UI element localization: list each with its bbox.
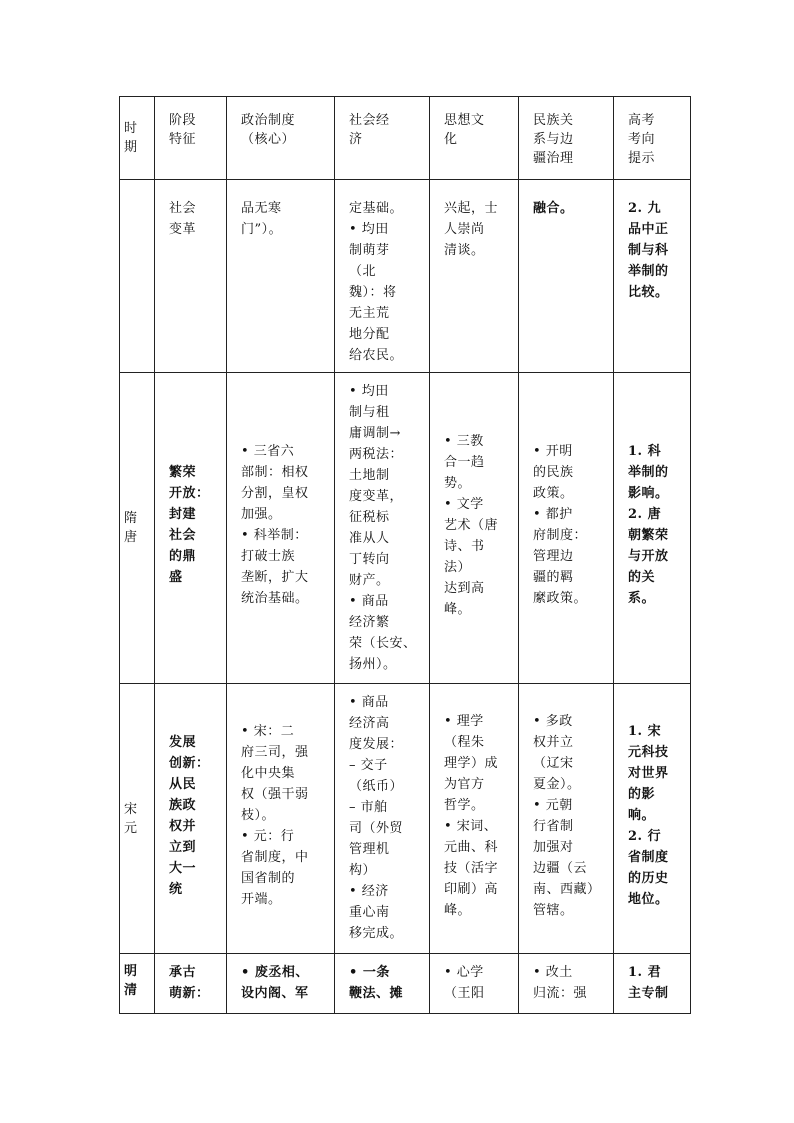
header-cell-period: 时 期 [120, 97, 155, 180]
header-cell-ethnic: 民族关 系与边 疆治理 [519, 97, 614, 180]
cell-politics: • 废丞相、 设内阁、军 [227, 954, 335, 1014]
cell-exam: 1. 君 主专制 [614, 954, 691, 1014]
cell-period: 隋 唐 [120, 373, 155, 684]
cell-culture: • 心学 （王阳 [430, 954, 519, 1014]
cell-ethnic: • 开明 的民族 政策。 • 都护 府制度： 管理边 疆的羁 縻政策。 [519, 373, 614, 684]
cell-exam: 1. 宋 元科技 对世界 的影响。 2. 行 省制度 的历史 地位。 [614, 684, 691, 954]
cell-stage: 社会 变革 [155, 180, 227, 373]
cell-economy: • 均田 制与租 庸调制→ 两税法： 土地制 度变革， 征税标 准从人 丁转向 财产。 • 商品 经济繁 荣（长安、 扬州）。 [335, 373, 430, 684]
table-row [120, 180, 691, 373]
cell-economy: • 一条 鞭法、摊 [335, 954, 430, 1014]
cell-economy: • 商品 经济高 度发展： – 交子 （纸币） – 市舶 司（外贸 管理机 构） • 经济 重心南 移完成。 [335, 684, 430, 954]
header-cell-exam: 高考 考向 提示 [614, 97, 691, 180]
table-row [120, 373, 691, 684]
table-header-row [120, 97, 691, 180]
table-row [120, 954, 691, 1014]
cell-period [120, 180, 155, 373]
cell-ethnic: 融合。 [519, 180, 614, 373]
cell-exam: 2. 九 品中正 制与科 举制的 比较。 [614, 180, 691, 373]
cell-culture: 兴起，士 人崇尚 清谈。 [430, 180, 519, 373]
header-cell-economy: 社会经 济 [335, 97, 430, 180]
history-summary-table [119, 96, 691, 1014]
cell-politics: • 宋：二 府三司，强 化中央集 权（强干弱 枝）。 • 元：行 省制度，中 国省制的 开端。 [227, 684, 335, 954]
cell-stage: 繁荣 开放： 封建 社会 的鼎 盛 [155, 373, 227, 684]
header-cell-politics: 政治制度 （核心） [227, 97, 335, 180]
cell-ethnic: • 多政 权并立 （辽宋 夏金）。 • 元朝 行省制 加强对 边疆（云 南、西藏） 管辖。 [519, 684, 614, 954]
cell-culture: • 理学 （程朱 理学）成 为官方 哲学。 • 宋词、 元曲、科 技（活字 印刷）高 峰。 [430, 684, 519, 954]
cell-period: 宋 元 [120, 684, 155, 954]
cell-exam: 1. 科 举制的 影响。 2. 唐 朝繁荣 与开放 的关系。 [614, 373, 691, 684]
cell-stage: 承古 萌新： [155, 954, 227, 1014]
cell-politics: • 三省六 部制：相权 分割，皇权 加强。 • 科举制： 打破士族 垄断，扩大 统治基础。 [227, 373, 335, 684]
cell-ethnic: • 改土 归流：强 [519, 954, 614, 1014]
table-row [120, 684, 691, 954]
cell-culture: • 三教 合一趋 势。 • 文学 艺术（唐 诗、书法） 达到高 峰。 [430, 373, 519, 684]
cell-stage: 发展 创新： 从民 族政 权并 立到 大一 统 [155, 684, 227, 954]
cell-economy: 定基础。 • 均田 制萌芽 （北 魏）：将 无主荒 地分配 给农民。 [335, 180, 430, 373]
header-cell-stage: 阶段 特征 [155, 97, 227, 180]
cell-period: 明 清 [120, 954, 155, 1014]
cell-politics: 品无寒 门”）。 [227, 180, 335, 373]
header-cell-culture: 思想文 化 [430, 97, 519, 180]
